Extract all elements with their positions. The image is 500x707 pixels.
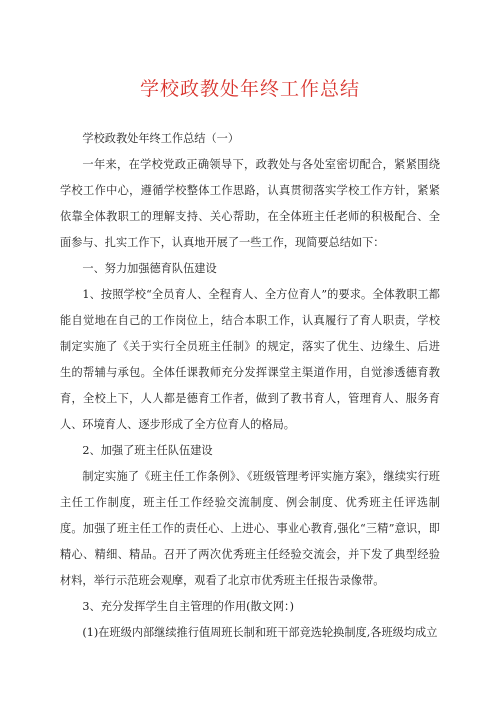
paragraph-item-3: (1)在班级内部继续推行值周班长制和班干部竞选轮换制度,各班级均成立 <box>82 626 438 639</box>
section-heading-3: 3、充分发挥学生自主管理的作用(散文网：) <box>82 600 295 613</box>
paragraph-item-1: 1、按照学校“全员育人、全程育人、全方位育人”的要求。全体教职工都能自觉地在自己的工作岗位上，结合本职工作，认真履行了育人职责，学校制定实施了《关于实行全员班主任制》的规定，落实了优生、边缘生、后进生的帮辅与承包。全体任课教师充分发挥课堂主渠道作用，自觉渗透德育教育，全校上下，人人都是德育工作者，做到了教书育人，管理育人、服务育人、环境育人、逐步形成了全方位育人的格局。 <box>60 288 440 431</box>
intro-paragraph: 一年来，在学校党政正确领导下，政教处与各处室密切配合，紧紧围绕学校工作中心，遵循学校整体工作思路，认真贯彻落实学校工作方针，紧紧依靠全体教职工的理解支持、关心帮助，在全体班主任老师的积极配合、全面参与、扎实工作下，认真地开展了一些工作，现简要总结如下： <box>60 158 440 249</box>
paragraph-item-2: 制定实施了《班主任工作条例》、《班级管理考评实施方案》，继续实行班主任工作制度，班主任工作经验交流制度、例会制度、优秀班主任评选制度。加强了班主任工作的责任心、上进心、事业心教育,强化“三精”意识，即精心、精细、精品。召开了两次优秀班主任经验交流会，并下发了典型经验材料，举行示范班会观摩，观看了北京市优秀班主任报告录像带。 <box>60 470 440 587</box>
section-heading: 学校政教处年终工作总结（一） <box>82 132 240 145</box>
document-body <box>60 126 440 646</box>
section-heading-2: 2、加强了班主任队伍建设 <box>82 444 213 457</box>
section-heading-1: 一、努力加强德育队伍建设 <box>82 262 217 275</box>
document-title: 学校政教处年终工作总结 <box>139 78 360 100</box>
